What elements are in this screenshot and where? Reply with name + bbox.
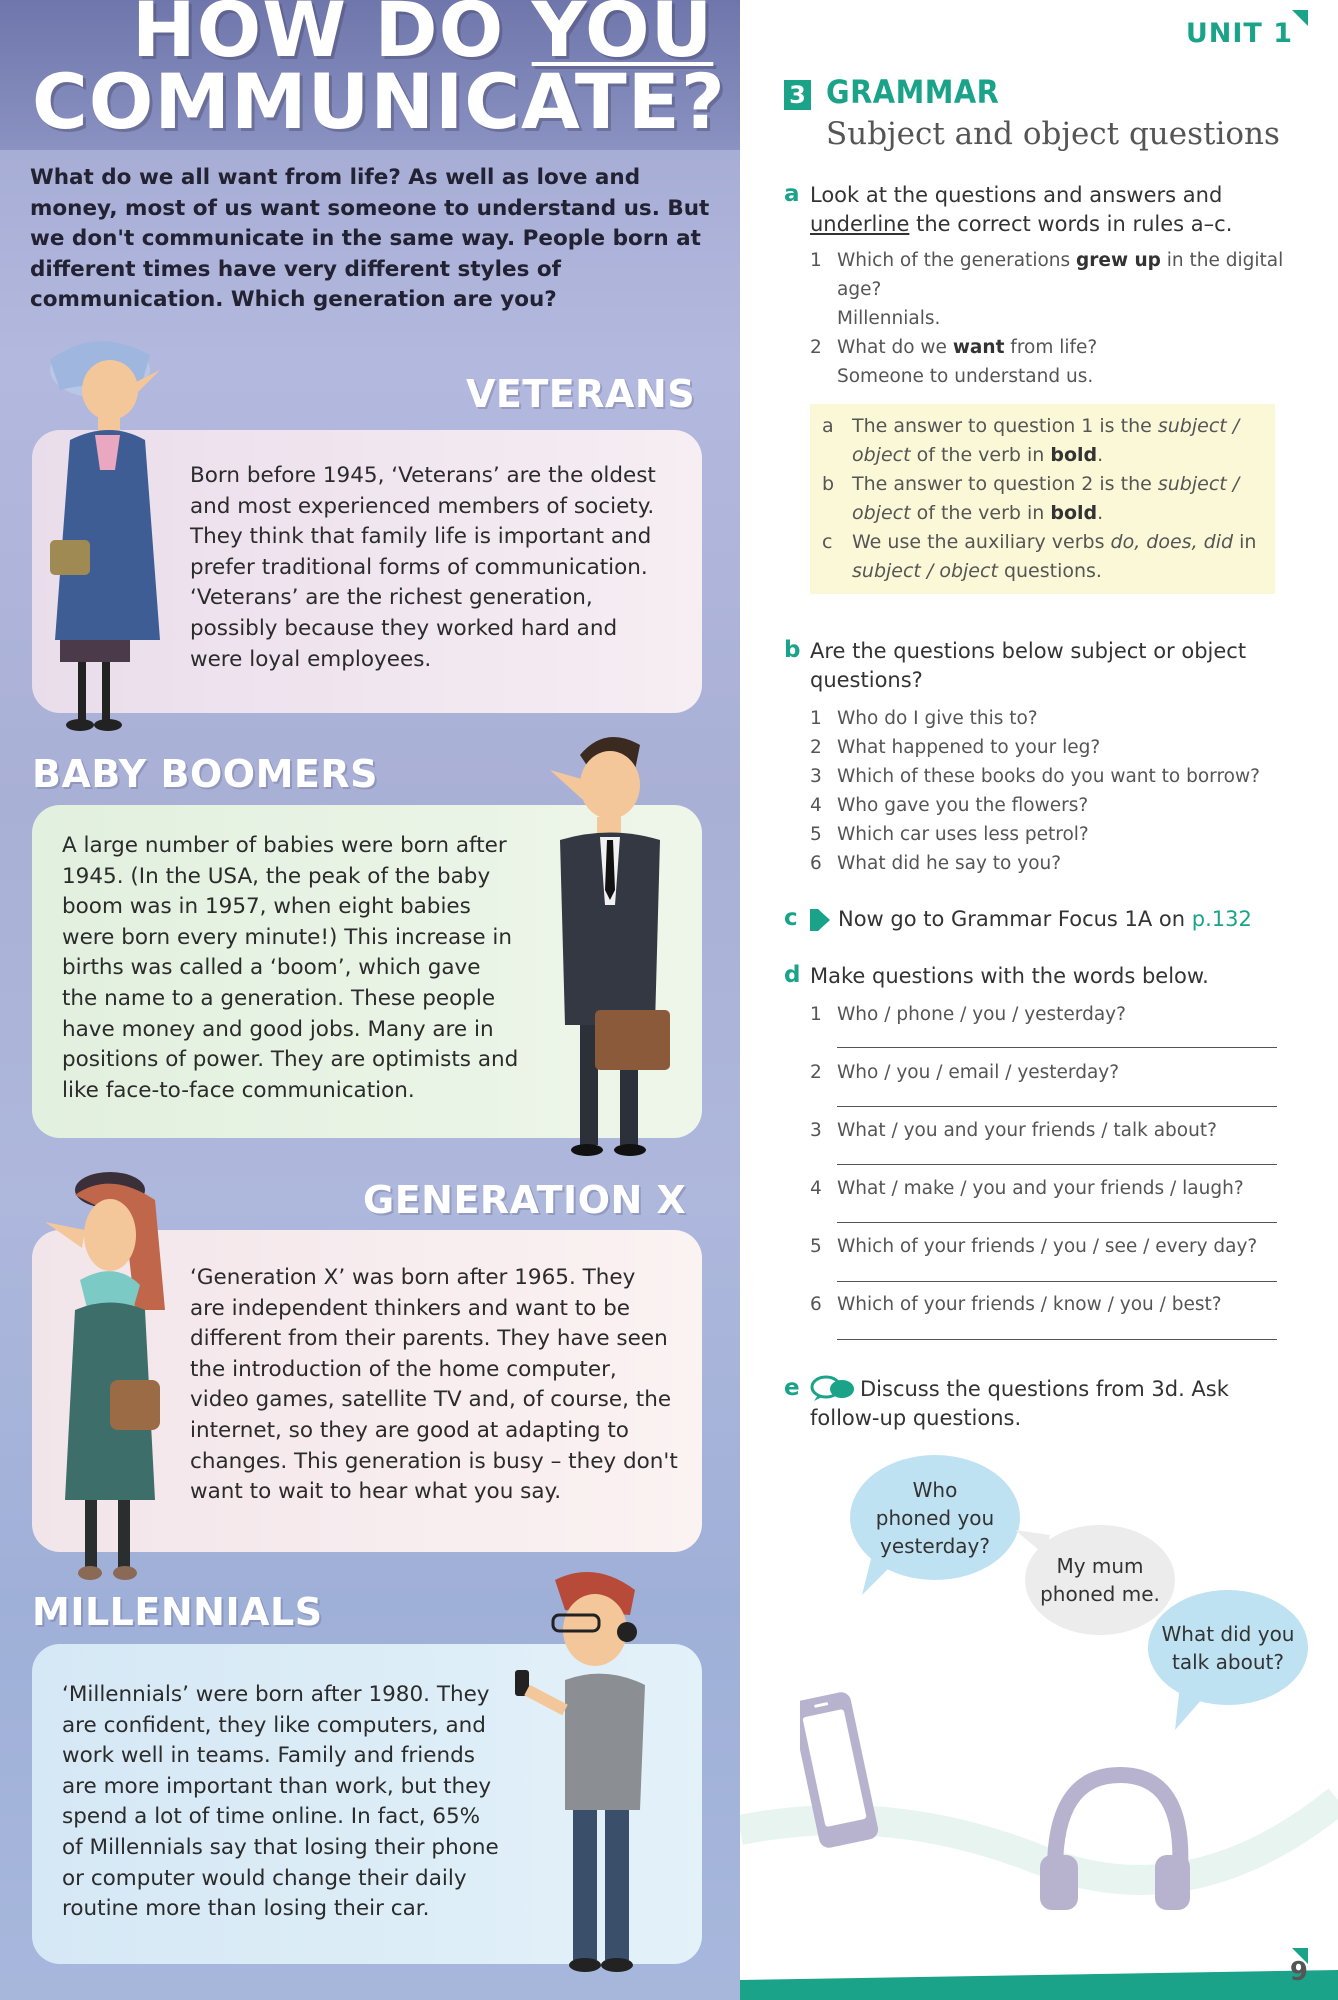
rule-choice: do, does, did <box>1110 531 1234 553</box>
question-text: in the digital <box>1160 250 1284 271</box>
veterans-text-line: They think that family life is important and <box>190 524 652 550</box>
millennials-text-line: work well in teams. Family and friends <box>62 1743 475 1769</box>
millennials-text-line: spend a lot of time online. In fact, 65% <box>62 1804 481 1830</box>
item-text: Which of these books do you want to borrow? <box>837 766 1260 787</box>
item-number: 2 <box>810 337 822 358</box>
rule-letter: a <box>822 415 834 437</box>
question-text: What do we <box>837 337 953 358</box>
title-part: HOW DO <box>132 0 532 74</box>
item-number: 4 <box>810 795 822 816</box>
item-number: 4 <box>810 1178 822 1199</box>
article-title <box>32 0 726 146</box>
item-text: Which of your friends / you / see / every day? <box>837 1236 1258 1257</box>
title-underlined-word: YOU <box>531 0 714 74</box>
rule-choice: subject / <box>1157 415 1240 437</box>
question-text: from life? <box>1004 337 1098 358</box>
genx-text-line: different from their parents. They have seen <box>190 1326 668 1352</box>
item-number: 1 <box>810 708 822 729</box>
bubble-line: What did you <box>1161 1621 1295 1646</box>
question-text: Which of the generations <box>837 250 1077 271</box>
item-text: Which car uses less petrol? <box>837 824 1089 845</box>
item-number: 6 <box>810 853 822 874</box>
millennials-text-line: are more important than work, but they <box>62 1773 492 1799</box>
page-number: 9 <box>1289 1957 1308 1987</box>
rule-text: of the verb in <box>910 444 1051 466</box>
millennials-text-line: of Millennials say that losing their phone <box>62 1834 499 1860</box>
genx-text-line: internet, so they are good at adapting to <box>190 1417 629 1443</box>
rules-box <box>810 404 1275 594</box>
corner-marker <box>1292 1948 1308 1964</box>
exercise-d-instruction: Make questions with the words below. <box>810 964 1209 988</box>
item-number: 2 <box>810 1062 822 1083</box>
item-text: Who do I give this to? <box>837 708 1038 729</box>
genx-text-line: ‘Generation X’ was born after 1965. They <box>190 1265 636 1290</box>
article-intro: What do we all want from life? As well as love and money, most of us want someone to understand us. But we don't communicate in the same way. People born at different times have very different styles of communication. Which generation are you? <box>30 165 710 312</box>
genx-text-line: are independent thinkers and want to be <box>190 1295 631 1321</box>
exercise-a-letter: a <box>784 181 800 207</box>
reference-text: Now go to Grammar Focus 1A on <box>838 907 1192 931</box>
rule-text: . <box>1097 444 1104 466</box>
answer-line[interactable] <box>837 1047 1277 1048</box>
item-number: 1 <box>810 1004 822 1025</box>
rule-text: questions. <box>997 560 1102 582</box>
bubble-line: phoned you <box>875 1505 995 1530</box>
instruction-line: follow-up questions. <box>810 1406 1022 1430</box>
item-number: 5 <box>810 1236 822 1257</box>
exercise-c-letter: c <box>784 905 798 931</box>
veterans-heading: VETERANS <box>466 372 696 416</box>
answer-line[interactable] <box>837 1339 1277 1340</box>
item-text: What / make / you and your friends / laugh? <box>837 1178 1244 1199</box>
rule-text: The answer to question 2 is the <box>852 473 1158 495</box>
item-text: Who gave you the flowers? <box>837 795 1089 816</box>
veterans-text-line: were loyal employees. <box>190 646 432 672</box>
boomers-text-line: were born every minute!) This increase in <box>62 924 513 950</box>
item-number: 6 <box>810 1294 822 1315</box>
millennials-text-line: routine more than losing their car. <box>62 1896 430 1922</box>
item-number: 5 <box>810 824 822 845</box>
exercise-e-instruction <box>810 1375 1290 1433</box>
question-verb: grew up <box>1076 250 1161 271</box>
answer-line[interactable] <box>837 1164 1277 1165</box>
genx-text-line: the introduction of the home computer, <box>190 1356 617 1382</box>
item-text: What did he say to you? <box>837 853 1062 874</box>
veterans-text-line: and most experienced members of society. <box>190 493 655 519</box>
instruction-line: the correct words in rules a–c. <box>909 212 1233 236</box>
instruction-line: questions? <box>810 668 923 692</box>
rule-text: We use the auxiliary verbs <box>852 531 1111 553</box>
rule-choice: subject / object <box>852 560 998 582</box>
instruction-line: Discuss the questions from 3d. Ask <box>860 1377 1229 1401</box>
exercise-d-letter: d <box>784 962 801 988</box>
bubble-line: yesterday? <box>880 1533 990 1558</box>
rule-choice: subject / <box>1157 473 1240 495</box>
question-verb: want <box>952 337 1005 358</box>
answer-line[interactable] <box>837 1222 1277 1223</box>
rule-choice: object <box>852 444 911 466</box>
rule-choice: object <box>852 502 911 524</box>
boomer-man-illustration <box>535 725 695 1165</box>
unit-label: UNIT 1 <box>1185 18 1293 49</box>
bubble-line: phoned me. <box>1040 1582 1160 1606</box>
section-number: 3 <box>784 80 811 110</box>
genx-woman-illustration <box>30 1160 180 1590</box>
answer-line[interactable] <box>837 1281 1277 1282</box>
item-number: 1 <box>810 250 822 271</box>
underline-word: underline <box>810 212 910 236</box>
example-answer-1: Millennials. <box>837 308 941 329</box>
veterans-text-line: prefer traditional forms of communication. <box>190 554 648 580</box>
item-text: Who / you / email / yesterday? <box>837 1062 1120 1083</box>
bubble-line: My mum <box>1056 1554 1144 1578</box>
headphones-icon <box>1040 1760 1190 1910</box>
answer-line[interactable] <box>837 1106 1277 1107</box>
item-text: What happened to your leg? <box>837 737 1101 758</box>
item-text: What / you and your friends / talk about? <box>837 1120 1217 1141</box>
millennials-text-line: are confident, they like computers, and <box>62 1712 486 1738</box>
boomers-text-line: the name to a generation. These people <box>62 985 496 1011</box>
millennials-text-line: or computer would change their daily <box>62 1865 467 1891</box>
item-number: 3 <box>810 766 822 787</box>
rule-letter: c <box>822 531 833 553</box>
title-line2: COMMUNICATE? <box>32 57 726 146</box>
bubble-tail <box>1015 1530 1050 1560</box>
millennials-heading: MILLENNIALS <box>32 1590 323 1634</box>
item-text: Who / phone / you / yesterday? <box>837 1004 1126 1025</box>
item-number: 3 <box>810 1120 822 1141</box>
section-title: GRAMMAR <box>826 73 1000 111</box>
bubble-line: talk about? <box>1172 1649 1284 1674</box>
exercise-b-instruction <box>810 637 1290 695</box>
rule-text: of the verb in <box>910 502 1051 524</box>
boomers-text-line: A large number of babies were born after <box>62 833 507 858</box>
bubble-tail <box>862 1555 902 1595</box>
example-answer-2: Someone to understand us. <box>837 366 1094 387</box>
boomers-text-line: have money and good jobs. Many are in <box>62 1016 494 1042</box>
section-subtitle: Subject and object questions <box>826 116 1280 152</box>
corner-marker <box>1292 10 1308 26</box>
boomers-text-line: 1945. (In the USA, the peak of the baby <box>62 863 491 889</box>
exercise-a-instruction <box>810 181 1290 239</box>
rule-text: . <box>1097 502 1104 524</box>
genx-text-line: want to wait to hear what you say. <box>190 1479 562 1505</box>
veterans-text-line: possibly because they worked hard and <box>190 615 618 641</box>
millennials-text-line: ‘Millennials’ were born after 1980. They <box>62 1682 490 1707</box>
boomers-text-line: births was called a ‘boom’, which gave <box>62 955 481 981</box>
millennial-man-illustration <box>505 1560 675 1990</box>
boomers-heading: BABY BOOMERS <box>32 752 378 796</box>
rule-text: in <box>1233 531 1257 553</box>
exercise-e-letter: e <box>784 1375 800 1401</box>
instruction-line: Look at the questions and answers and <box>810 183 1223 207</box>
question-continuation: age? <box>837 279 882 300</box>
smartphone-icon <box>800 1690 895 1855</box>
item-number: 2 <box>810 737 822 758</box>
boomers-text-line: like face-to-face communication. <box>62 1077 415 1103</box>
genx-text-line: changes. This generation is busy – they don't <box>190 1448 678 1474</box>
boomers-text-line: positions of power. They are optimists and <box>62 1047 519 1073</box>
rule-bold: bold <box>1050 444 1098 466</box>
rule-bold: bold <box>1050 502 1098 524</box>
veterans-text-line: Born before 1945, ‘Veterans’ are the oldest <box>190 463 656 488</box>
rule-text: The answer to question 1 is the <box>852 415 1158 437</box>
veteran-woman-illustration <box>20 330 170 740</box>
rule-letter: b <box>822 473 835 495</box>
exercise-b-letter: b <box>784 637 801 663</box>
item-text: Which of your friends / know / you / best? <box>837 1294 1222 1315</box>
arrow-right-icon <box>810 909 830 931</box>
genx-text-line: video games, satellite TV and, of course, the <box>190 1387 672 1413</box>
veterans-text-line: ‘Veterans’ are the richest generation, <box>190 585 593 611</box>
page-reference-link[interactable]: p.132 <box>1191 907 1252 931</box>
boomers-text-line: boom was in 1957, when eight babies <box>62 894 471 920</box>
genx-heading: GENERATION X <box>363 1178 687 1222</box>
instruction-line: Are the questions below subject or object <box>810 639 1247 663</box>
bubble-line: Who <box>912 1477 958 1502</box>
grammar-focus-reference <box>838 905 1318 934</box>
